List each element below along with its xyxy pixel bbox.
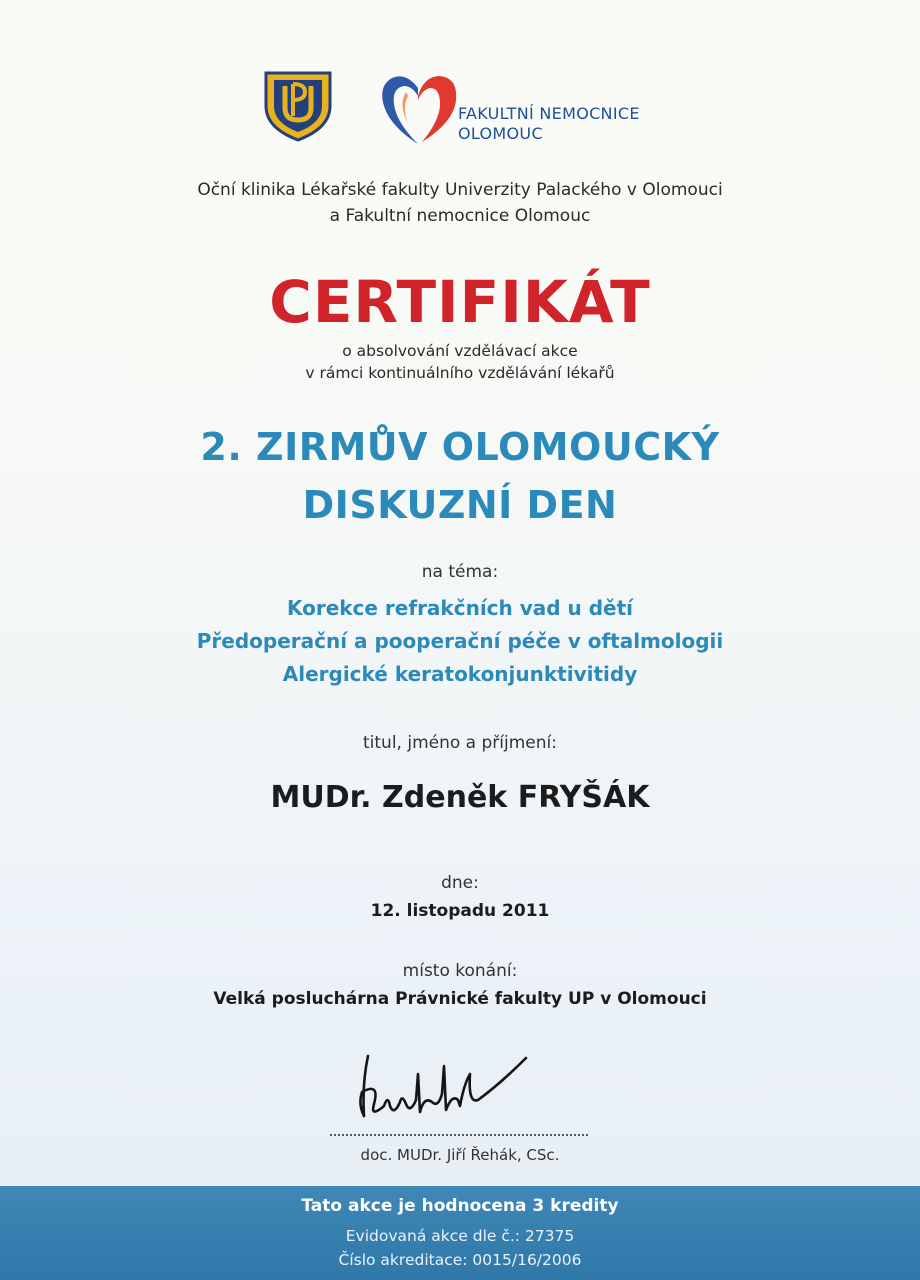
certificate-subtitle bbox=[0, 340, 920, 384]
institution-line1: Oční klinika Lékařské fakulty Univerzity Palackého v Olomouci bbox=[197, 180, 723, 200]
hospital-logo-text bbox=[458, 104, 640, 144]
subtitle-line1: o absolvování vzdělávací akce bbox=[342, 342, 578, 360]
signature-image bbox=[340, 1044, 530, 1134]
place-label: místo konání: bbox=[402, 961, 518, 981]
up-university-crest-icon bbox=[263, 70, 333, 142]
topic-item: Předoperační a pooperační péče v oftalmologii bbox=[196, 629, 724, 653]
fn-heart-logo-icon bbox=[378, 70, 460, 146]
registration-info bbox=[0, 1224, 920, 1272]
name-label: titul, jméno a příjmení: bbox=[363, 733, 557, 753]
accreditation-number: Číslo akreditace: 0015/16/2006 bbox=[338, 1251, 582, 1269]
topic-label: na téma: bbox=[421, 562, 499, 582]
registration-number: Evidovaná akce dle č.: 27375 bbox=[345, 1227, 575, 1245]
hospital-logo-line1: FAKULTNÍ NEMOCNICE bbox=[458, 104, 640, 123]
topic-list bbox=[0, 592, 920, 691]
signature-line bbox=[330, 1134, 588, 1136]
subtitle-line2: v rámci kontinuálního vzdělávání lékařů bbox=[305, 364, 615, 382]
signer-name: doc. MUDr. Jiří Řehák, CSc. bbox=[360, 1146, 560, 1164]
institution-line2: a Fakultní nemocnice Olomouc bbox=[329, 206, 591, 226]
event-line1: 2. ZIRMŮV OLOMOUCKÝ bbox=[200, 425, 720, 469]
hospital-logo-line2: OLOMOUC bbox=[458, 124, 543, 143]
credits-text: Tato akce je hodnocena 3 kredity bbox=[301, 1196, 619, 1216]
event-name bbox=[0, 418, 920, 534]
topic-item: Alergické keratokonjunktivitidy bbox=[282, 662, 638, 686]
event-date: 12. listopadu 2011 bbox=[370, 901, 550, 921]
topic-item: Korekce refrakčních vad u dětí bbox=[286, 596, 634, 620]
certificate-title: CERTIFIKÁT bbox=[269, 268, 651, 336]
date-label: dne: bbox=[441, 873, 479, 893]
event-line2: DISKUZNÍ DEN bbox=[302, 483, 618, 527]
recipient-name: MUDr. Zdeněk FRYŠÁK bbox=[270, 780, 650, 815]
event-place: Velká posluchárna Právnické fakulty UP v Olomouci bbox=[213, 989, 707, 1009]
institution-name bbox=[0, 177, 920, 229]
